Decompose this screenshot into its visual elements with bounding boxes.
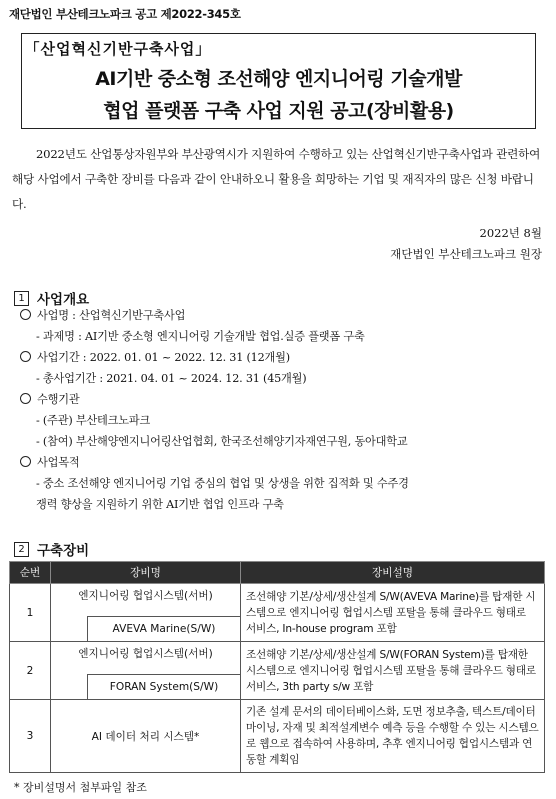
section-2-title: 구축장비 bbox=[37, 543, 90, 559]
row-name: AI 데이터 처리 시스템* bbox=[51, 700, 241, 773]
header-name: 장비명 bbox=[51, 562, 241, 584]
circle-bullet-icon bbox=[20, 309, 31, 320]
notice-date: 2022년 8월 bbox=[479, 226, 542, 240]
circle-bullet-icon bbox=[20, 393, 31, 404]
section-1-title: 사업개요 bbox=[37, 292, 90, 308]
bullet-item: 사업목적 bbox=[20, 454, 79, 470]
sub-item: - 과제명 : AI기반 중소형 엔지니어링 기술개발 협업.실증 플랫폼 구축 bbox=[36, 330, 365, 343]
bullet-item: 사업명 : 산업혁신기반구축사업 bbox=[20, 307, 185, 323]
row-no: 1 bbox=[10, 584, 51, 642]
program-name: ｢산업혁신기반구축사업｣ bbox=[32, 40, 204, 58]
section-2-heading bbox=[14, 539, 89, 559]
section-1-heading bbox=[14, 288, 89, 308]
sub-item: 쟁력 향상을 지원하기 위한 AI기반 협업 인프라 구축 bbox=[36, 498, 284, 511]
sub-item: - (참여) 부산해양엔지니어링산업협회, 한국조선해양기자재연구원, 동아대학교 bbox=[36, 435, 408, 448]
row-desc: 기존 설계 문서의 데이터베이스화, 도면 정보추출, 텍스트/데이터 마이닝, 자재 및 최적설계변수 예측 등을 수행할 수 있는 시스템으로 웹으로 접속하여 사용하며, 추후 엔지니어링 협업시스템과 연동할 계획임 bbox=[241, 700, 545, 773]
row-name-cell bbox=[51, 642, 241, 700]
row-no: 2 bbox=[10, 642, 51, 700]
row-sub-name: FORAN System(S/W) bbox=[87, 674, 240, 699]
footnote: * 장비설명서 첨부파일 참조 bbox=[14, 781, 147, 794]
row-desc: 조선해양 기본/상세/생산설계 S/W(AVEVA Marine)를 탑재한 시스템으로 엔지니어링 협업시스템 포탈을 통해 클라우드 형태로 서비스, In-house program 포함 bbox=[241, 584, 545, 642]
row-name: 엔지니어링 협업시스템(서버) bbox=[78, 648, 213, 660]
intro-paragraph: 2022년도 산업통상자원부와 부산광역시가 지원하여 수행하고 있는 산업혁신기반구축사업과 관련하여 해당 사업에서 구축한 장비를 다음과 같이 안내하오니 활용을 희망하는 기업 및 재직자의 많은 신청 바랍니다. bbox=[12, 147, 541, 211]
row-name-cell bbox=[51, 584, 241, 642]
sub-item: - 중소 조선해양 엔지니어링 기업 중심의 협업 및 상생을 위한 집적화 및 수주경 bbox=[36, 477, 409, 490]
title-line-1: AI기반 중소형 조선해양 엔지니어링 기술개발 bbox=[95, 68, 462, 90]
table-row bbox=[10, 584, 545, 642]
row-no: 3 bbox=[10, 700, 51, 773]
bullet-item: 사업기간 : 2022. 01. 01 ~ 2022. 12. 31 (12개월) bbox=[20, 349, 290, 365]
header-no: 순번 bbox=[10, 562, 51, 584]
signature: 재단법인 부산테크노파크 원장 bbox=[390, 247, 542, 261]
row-name: 엔지니어링 협업시스템(서버) bbox=[78, 590, 213, 602]
section-1-number: 1 bbox=[14, 291, 29, 306]
section-2-number: 2 bbox=[14, 542, 29, 557]
table-header-row bbox=[10, 562, 545, 584]
equipment-table bbox=[9, 561, 545, 773]
circle-bullet-icon bbox=[20, 456, 31, 467]
header-desc: 장비설명 bbox=[241, 562, 545, 584]
bullet-item: 수행기관 bbox=[20, 391, 79, 407]
title-line-2: 협업 플랫폼 구축 사업 지원 공고(장비활용) bbox=[103, 100, 454, 122]
circle-bullet-icon bbox=[20, 351, 31, 362]
row-sub-name: AVEVA Marine(S/W) bbox=[87, 616, 240, 641]
table-row bbox=[10, 642, 545, 700]
table-row bbox=[10, 700, 545, 773]
org-notice: 재단법인 부산테크노파크 공고 제2022-345호 bbox=[9, 7, 241, 21]
sub-item: - (주관) 부산테크노파크 bbox=[36, 414, 151, 427]
title-box bbox=[21, 33, 536, 129]
row-desc: 조선해양 기본/상세/생산설계 S/W(FORAN System)를 탑재한 시스템으로 엔지니어링 협업시스템 포탈을 통해 클라우드 형태로 서비스, 3th party s/w 포함 bbox=[241, 642, 545, 700]
sub-item: - 총사업기간 : 2021. 04. 01 ~ 2024. 12. 31 (45개월) bbox=[36, 372, 307, 385]
